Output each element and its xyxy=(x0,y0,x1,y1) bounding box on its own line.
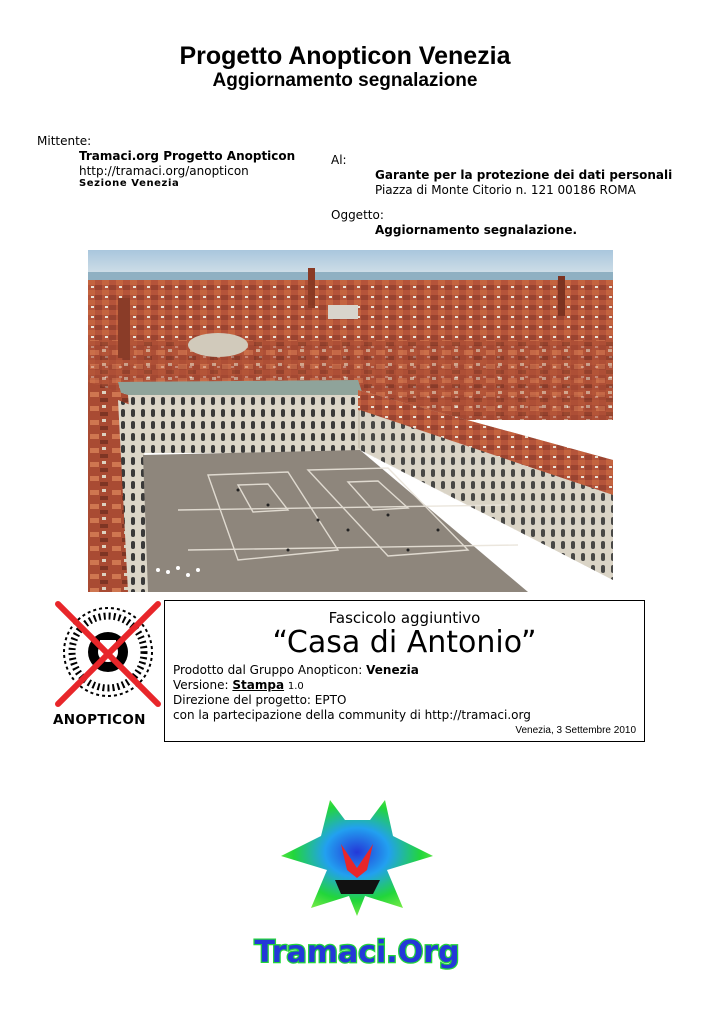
direction-line: Direzione del progetto: EPTO xyxy=(173,693,347,707)
sender-name: Tramaci.org Progetto Anopticon xyxy=(79,149,296,163)
venice-aerial-photo xyxy=(88,250,613,592)
version-name: Stampa xyxy=(232,678,285,692)
anopticon-logo-text: ANOPTICON xyxy=(53,712,146,728)
sender-url[interactable]: http://tramaci.org/anopticon xyxy=(79,164,249,178)
produced-value: Venezia xyxy=(366,663,419,677)
tramaci-logo-text: Tramaci.Org xyxy=(254,935,460,970)
subject-text: Aggiornamento segnalazione. xyxy=(375,223,578,237)
dossier-kicker: Fascicolo aggiuntivo xyxy=(328,609,481,627)
anopticon-logo xyxy=(52,600,164,730)
recipient-label: Al: xyxy=(331,153,347,167)
dossier-info-box xyxy=(164,600,645,742)
tramaci-mask-icon xyxy=(281,800,433,916)
version-line xyxy=(173,678,304,694)
sender-section: Sezione Venezia xyxy=(79,178,180,189)
sender-label: Mittente: xyxy=(37,134,92,148)
produced-label: Prodotto dal Gruppo Anopticon: xyxy=(173,663,363,677)
dossier-title: “Casa di Antonio” xyxy=(272,625,537,660)
subject-label: Oggetto: xyxy=(331,208,384,222)
version-number: 1.0 xyxy=(287,681,304,692)
community-line: con la partecipazione della community di http://tramaci.org xyxy=(173,708,531,722)
tramaci-logo xyxy=(254,798,460,980)
recipient-address: Piazza di Monte Citorio n. 121 00186 ROMA xyxy=(375,183,636,197)
recipient-name: Garante per la protezione dei dati personali xyxy=(375,168,673,182)
version-label: Versione: xyxy=(173,678,229,692)
page-title: Progetto Anopticon Venezia xyxy=(179,42,511,70)
produced-line xyxy=(173,663,419,678)
document-date: Venezia, 3 Settembre 2010 xyxy=(515,725,636,736)
page-subtitle: Aggiornamento segnalazione xyxy=(212,70,478,91)
